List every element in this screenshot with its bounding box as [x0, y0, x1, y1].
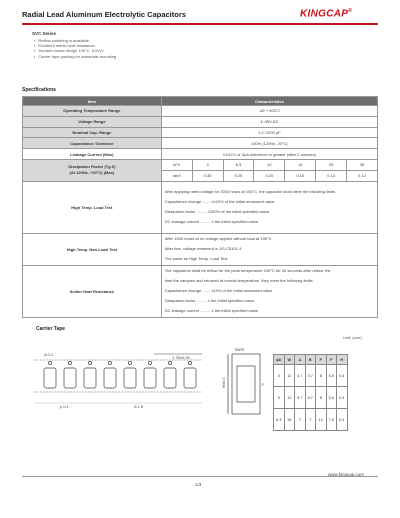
load-line: Capacitance change ....... ≤±20% of the initial measured value: [164, 199, 275, 205]
reel-f-label: F: [262, 382, 265, 387]
dims-cell: 4: [274, 365, 285, 387]
row-value-multiline: [161, 181, 377, 233]
row-item: Voltage Range: [23, 116, 162, 127]
header-divider: [22, 23, 378, 25]
table-row: [23, 106, 378, 117]
dims-cell: 5.5: [326, 387, 337, 409]
dims-cell: 0.4: [337, 409, 348, 431]
noload-line: After test, voltage treatment is JIS-C5101-4: [164, 246, 242, 252]
table-row: [23, 116, 378, 127]
dim-label-a: A 0.1: [44, 352, 54, 357]
load-line: After applying rated voltage for 2000 hours at 105°C, the capacitor shall meet the following limits: [164, 189, 336, 195]
specifications-table: [22, 96, 378, 318]
series-name: SVC Series: [32, 31, 57, 36]
dims-cell: 5.7: [295, 387, 306, 409]
dims-cell: 8: [316, 387, 327, 409]
dims-cell: 12: [316, 409, 327, 431]
load-line: Dissipation factor ......... ≤200% of the initial specified value: [164, 209, 269, 215]
row-item: High Temp. Load Test: [23, 181, 162, 233]
table-row: [274, 409, 348, 431]
table-row: [23, 149, 378, 160]
row-item: Capacitance Tolerance: [23, 138, 162, 149]
dims-cell: 0.4: [337, 387, 348, 409]
dims-cell: 5.7: [305, 387, 316, 409]
row-value-multiline: [161, 265, 377, 317]
dims-cell: 4.7: [295, 365, 306, 387]
dim-label-p2: A 1.5: [134, 404, 144, 409]
reel-drawing: [218, 346, 268, 420]
solder-line: Capacitance change ....... ±10% of the initial measured value: [164, 288, 273, 294]
logo-text: KINGCAP: [300, 8, 349, 20]
row-item: Leakage Current (Max): [23, 149, 162, 160]
dim-label-p0: p 0.1: [60, 404, 69, 409]
col-char-header: Characteristics: [161, 97, 377, 106]
dims-cell: 0.4: [337, 365, 348, 387]
noload-line: After 1000 hours at no voltage applied without load at 105°C: [164, 236, 272, 242]
dims-header: φD: [274, 355, 285, 365]
table-header-row: [23, 97, 378, 106]
tan-cell: 0.12: [347, 170, 378, 181]
carrier-dimensions-table: [273, 354, 348, 431]
header-title: Radial Lead Aluminum Electrolytic Capacitors: [22, 10, 186, 19]
dims-header-row: [274, 355, 348, 365]
row-value: 1.0~2200 μF: [161, 127, 377, 138]
dims-cell: 4.7: [305, 365, 316, 387]
dims-header: P: [316, 355, 327, 365]
table-row: [23, 181, 378, 233]
row-item: Nominal Cap. Range: [23, 127, 162, 138]
tan-label: tanδ: [161, 170, 192, 181]
table-row: [23, 233, 378, 265]
dims-cell: 16: [284, 409, 295, 431]
table-row: [274, 365, 348, 387]
tan-cell: 0.20: [254, 170, 285, 181]
wv-cell: 35: [347, 159, 378, 170]
feature-item: ▪ Surface mount design 105°C, 5.5V/V: [34, 48, 116, 53]
dims-cell: 6.3: [274, 409, 285, 431]
tan-cell: 0.26: [223, 170, 254, 181]
tan-cell: 0.14: [316, 170, 347, 181]
row-value: ±20% (120Hz, 20°C): [161, 138, 377, 149]
dims-cell: 8: [316, 365, 327, 387]
wv-cell: 10: [254, 159, 285, 170]
table-row: [23, 138, 378, 149]
df-item-line: (At 120Hz, +20°C) (Max): [69, 170, 115, 176]
load-line: DC leakage current ......... ≤ the initial specified value: [164, 219, 259, 225]
dims-cell: 12: [284, 365, 295, 387]
dims-cell: 7: [305, 409, 316, 431]
row-item: Solder Heat Resistance: [23, 265, 162, 317]
dims-header: H: [337, 355, 348, 365]
features-list: [34, 38, 116, 59]
row-value-multiline: [161, 233, 377, 265]
dims-header: B: [305, 355, 316, 365]
feature-item: ▪ Excellent reflow heat resistance.: [34, 43, 116, 48]
wv-cell: 6.3: [223, 159, 254, 170]
solder-line: Dissipation factor ......... ≤ the initial specified value: [164, 298, 255, 304]
table-row: [23, 127, 378, 138]
wv-cell: 25: [316, 159, 347, 170]
dims-header: W: [284, 355, 295, 365]
table-row: [23, 265, 378, 317]
dim-label-b: 1.75±0.05: [172, 355, 190, 360]
footer-divider: [22, 476, 378, 477]
wv-cell: 16: [285, 159, 316, 170]
feature-item: ▪ Carrier tape packing for automatic mounting: [34, 54, 116, 59]
reel-tape-label: TAPE: [234, 347, 245, 352]
table-row: [23, 159, 378, 170]
row-value: 0.01CV or 3μA whichever is greater (after 2 minutes): [161, 149, 377, 160]
df-item-line: Dissipation Factor (Tg.δ): [68, 164, 116, 170]
specifications-heading: Specifications: [22, 87, 56, 93]
row-item: High Temp. Non-Load Test: [23, 233, 162, 265]
row-item: Operating Temperature Range: [23, 106, 162, 117]
dims-cell: 7.5: [326, 409, 337, 431]
page-number: 1/3: [195, 482, 202, 487]
solder-line: The capacitors shall be reflow for the peak temperature 230°C for 40 seconds after reflow, the: [164, 268, 331, 274]
solder-line: DC leakage current ......... ≤ the initial specified value: [164, 308, 259, 314]
wv-label: W.V: [161, 159, 192, 170]
carrier-tape-drawing: [34, 348, 202, 410]
reel-w-label: W±0.3: [222, 377, 226, 388]
noload-line: The same as High Temp. Load Test: [164, 256, 228, 262]
dims-cell: 7: [295, 409, 306, 431]
dims-cell: 5.5: [326, 365, 337, 387]
dims-cell: 12: [284, 387, 295, 409]
row-value: -40~+105°C: [161, 106, 377, 117]
row-value: 4~35V.DC: [161, 116, 377, 127]
dims-cell: 5: [274, 387, 285, 409]
wv-cell: 4: [192, 159, 223, 170]
tan-cell: 0.35: [192, 170, 223, 181]
unit-note: Unit: (mm): [343, 335, 362, 340]
dims-header: F: [326, 355, 337, 365]
tan-cell: 0.16: [285, 170, 316, 181]
col-item-header: Item: [23, 97, 162, 106]
table-row: [274, 387, 348, 409]
footer-url[interactable]: www.kingcap.com: [328, 472, 365, 477]
solder-line: time the samples and returned at normal temperature, they meet the following limits.: [164, 278, 314, 284]
dims-header: A: [295, 355, 306, 365]
feature-item: ▪ Reflow soldering is available.: [34, 38, 116, 43]
carrier-heading: Carrier Tape: [36, 326, 66, 332]
brand-logo: [300, 8, 352, 19]
df-item: [23, 159, 162, 181]
registered-mark: ®: [348, 8, 353, 14]
